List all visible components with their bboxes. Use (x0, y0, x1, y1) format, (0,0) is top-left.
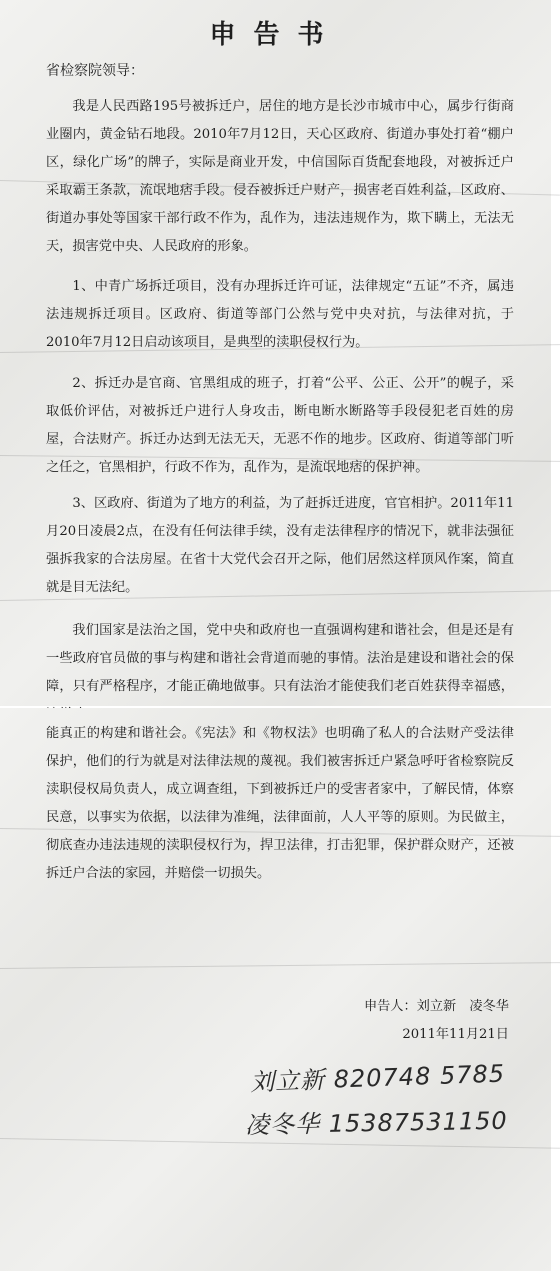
paragraph-intro: 我是人民西路195号被拆迁户，居住的地方是长沙市城市中心，属步行街商业圈内，黄金钻石地段。2010年7月12日，天心区政府、街道办事处打着“棚户区，绿化广场”的牌子，实际是商业开发，中信国际百货配套地段，对被拆迁户采取霸王条款，流氓地痞手段。侵吞被拆迁户财产，损害老百姓利益，区政府、街道办事处等国家干部行政不作为，乱作为，违法违规作为，欺下瞒上，无法无天，损害党中央、人民政府的形象。 (46, 99, 514, 254)
paragraph-point-1: 1、中青广场拆迁项目，没有办理拆迁许可证，法律规定“五证”不齐，属违法违规拆迁项目。区政府、街道等部门公然与党中央对抗，与法律对抗，于2010年7月12日启动该项目，是典型的渎职侵权行为。 (46, 279, 514, 350)
paragraph-point-3: 3、区政府、街道为了地方的利益，为了赶拆迁进度，官官相护。2011年11月20日凌晨2点，在没有任何法律手续，没有走法律程序的情况下，就非法强征强拆我家的合法房屋。在省十大党代会召开之际，他们居然这样顶风作案，简直就是目无法纪。 (46, 496, 514, 595)
signer-line: 申告人：刘立新 凌冬华 (363, 999, 509, 1014)
paragraph-point-2: 2、拆迁办是官商、官黑组成的班子，打着“公平、公正、公开”的幌子，采取低价评估，对被拆迁户进行人身攻击，断电断水断路等手段侵犯老百姓的房屋，合法财产。拆迁办达到无法无天，无恶不作的地步。区政府、街道等部门听之任之，官黑相护，行政不作为，乱作为，是流氓地痞的保护神。 (46, 376, 514, 475)
document-page-2 (0, 708, 551, 1271)
handwritten-contact-2: 凌冬华 15387531150 (244, 1106, 508, 1140)
signature-date: 2011年11月21日 (402, 1027, 509, 1042)
document-title: 申告书 (209, 20, 342, 50)
paragraph-appeal-continued: 能真正的构建和谐社会。《宪法》和《物权法》也明确了私人的合法财产受法律保护，他们的行为就是对法律法规的蔑视。我们被害拆迁户紧急呼吁省检察院反渎职侵权局负责人，成立调查组，下到被拆迁户的受害者家中，了解民情，体察民意，以事实为依据，以法律为准绳，法律面前，人人平等的原则。为民做主，彻底查办违法违规的渎职侵权行为，捍卫法律，打击犯罪，保护群众财产，还被拆迁户合法的家园，并赔偿一切损失。 (46, 726, 514, 881)
handwritten-contact-1: 刘立新 820748 5785 (249, 1059, 506, 1097)
paper-crease (0, 962, 560, 969)
paragraph-appeal-start: 我们国家是法治之国，党中央和政府也一直强调构建和谐社会，但是还是有一些政府官员做的事与构建和谐社会背道而驰的事情。法治是建设和谐社会的保障，只有严格程序，才能正确地做事。只有法治才能使我们老百姓获得幸福感， (46, 623, 514, 694)
salutation: 省检察院领导： (46, 63, 144, 79)
